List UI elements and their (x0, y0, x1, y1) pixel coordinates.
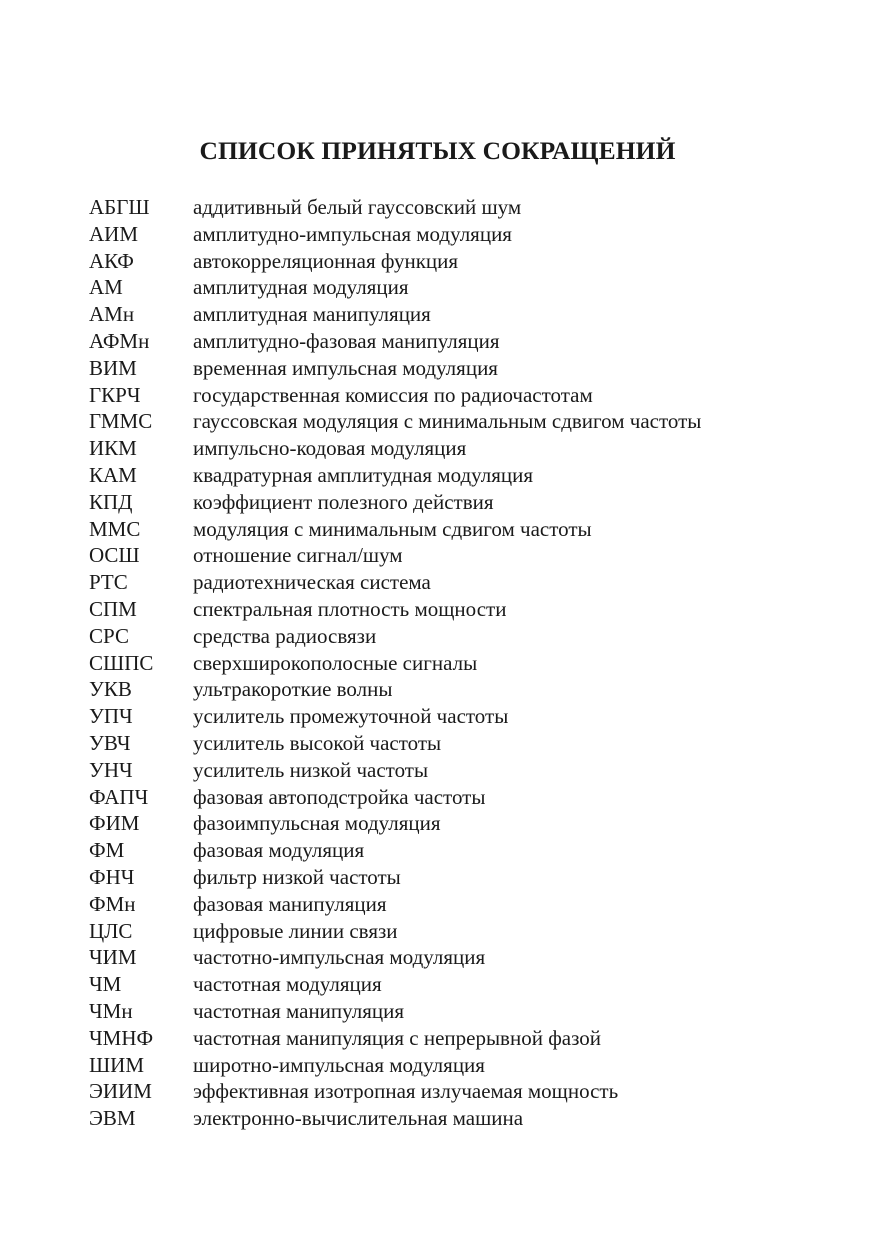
abbreviation-row (89, 301, 789, 328)
abbreviation-row (89, 944, 789, 971)
abbreviation-term: АКФ (89, 248, 134, 273)
abbreviation-term: КПД (89, 489, 133, 514)
abbreviation-row (89, 730, 789, 757)
abbreviation-definition: амплитудно-импульсная модуляция (193, 221, 512, 246)
abbreviation-definition: частотно-импульсная модуляция (193, 945, 486, 970)
abbreviation-definition: частотная манипуляция с непрерывной фазой (193, 1025, 602, 1050)
abbreviation-term: ШИМ (89, 1052, 145, 1077)
abbreviation-row (89, 408, 789, 435)
abbreviation-term: СРС (89, 623, 129, 648)
abbreviation-definition: электронно-вычислительная машина (193, 1106, 524, 1131)
abbreviation-definition: амплитудная модуляция (193, 275, 409, 300)
abbreviation-definition: усилитель высокой частоты (193, 730, 442, 755)
abbreviation-row (89, 516, 789, 543)
abbreviation-row (89, 784, 789, 811)
abbreviation-definition: амплитудная манипуляция (193, 302, 431, 327)
abbreviation-definition: государственная комиссия по радиочастотам (193, 382, 593, 407)
abbreviation-term: ФИМ (89, 811, 140, 836)
abbreviation-term: ИКМ (89, 436, 137, 461)
abbreviation-row (89, 596, 789, 623)
abbreviation-definition: отношение сигнал/шум (193, 543, 403, 568)
abbreviation-definition: сверхширокополосные сигналы (193, 650, 478, 675)
abbreviation-term: АМн (89, 302, 135, 327)
abbreviation-definition: усилитель низкой частоты (193, 757, 429, 782)
abbreviation-row (89, 864, 789, 891)
abbreviation-definition: усилитель промежуточной частоты (193, 704, 509, 729)
abbreviation-row (89, 623, 789, 650)
abbreviation-definition: амплитудно-фазовая манипуляция (193, 328, 500, 353)
abbreviation-definition: импульсно-кодовая модуляция (193, 436, 467, 461)
abbreviation-row (89, 650, 789, 677)
abbreviation-term: ЭВМ (89, 1106, 136, 1131)
abbreviation-term: АБГШ (89, 195, 150, 219)
abbreviation-definition: фазовая автоподстройка частоты (193, 784, 486, 809)
abbreviation-definition: радиотехническая система (193, 570, 431, 595)
page-title: СПИСОК ПРИНЯТЫХ СОКРАЩЕНИЙ (199, 136, 676, 165)
abbreviation-row (89, 891, 789, 918)
abbreviation-term: УПЧ (89, 704, 133, 729)
abbreviation-row (89, 489, 789, 516)
abbreviation-definition: эффективная изотропная излучаемая мощность (193, 1079, 619, 1104)
abbreviation-term: ФАПЧ (89, 784, 149, 809)
abbreviation-row (89, 918, 789, 945)
abbreviation-term: ЧИМ (89, 945, 137, 970)
abbreviation-definition: средства радиосвязи (193, 623, 377, 648)
abbreviation-row (89, 837, 789, 864)
abbreviation-list (89, 194, 789, 1132)
abbreviation-row (89, 1078, 789, 1105)
abbreviation-row (89, 542, 789, 569)
abbreviation-definition: цифровые линии связи (193, 918, 398, 943)
abbreviation-term: ЦЛС (89, 918, 133, 943)
abbreviation-term: КАМ (89, 462, 137, 487)
abbreviation-term: АИМ (89, 221, 139, 246)
abbreviation-row (89, 462, 789, 489)
abbreviation-term: ЧМ (89, 972, 122, 997)
abbreviation-definition: гауссовская модуляция с минимальным сдвигом частоты (193, 409, 702, 434)
abbreviation-term: АМ (89, 275, 123, 300)
abbreviation-row (89, 1025, 789, 1052)
abbreviation-row (89, 1105, 789, 1132)
abbreviation-term: СПМ (89, 596, 137, 621)
abbreviation-row (89, 355, 789, 382)
abbreviation-term: ГММС (89, 409, 153, 434)
abbreviation-row (89, 328, 789, 355)
abbreviation-row (89, 810, 789, 837)
abbreviation-row (89, 971, 789, 998)
abbreviation-row (89, 382, 789, 409)
abbreviation-definition: спектральная плотность мощности (193, 596, 507, 621)
abbreviation-row (89, 703, 789, 730)
abbreviation-term: УВЧ (89, 730, 131, 755)
abbreviation-row (89, 248, 789, 275)
abbreviation-term: УНЧ (89, 757, 133, 782)
abbreviation-term: ЭИИМ (89, 1079, 152, 1104)
abbreviation-definition: частотная модуляция (193, 972, 382, 997)
abbreviation-term: ФНЧ (89, 864, 135, 889)
abbreviation-term: ЧМНФ (89, 1025, 154, 1050)
abbreviation-term: ММС (89, 516, 141, 541)
abbreviation-definition: квадратурная амплитудная модуляция (193, 462, 534, 487)
abbreviation-term: УКВ (89, 677, 132, 702)
abbreviation-row (89, 274, 789, 301)
abbreviation-term: ГКРЧ (89, 382, 141, 407)
abbreviation-row (89, 757, 789, 784)
abbreviation-definition: частотная манипуляция (193, 998, 405, 1023)
abbreviation-row (89, 1052, 789, 1079)
abbreviation-definition: широтно-импульсная модуляция (193, 1052, 485, 1077)
abbreviation-definition: коэффициент полезного действия (193, 489, 494, 514)
abbreviation-row (89, 569, 789, 596)
abbreviation-definition: ультракороткие волны (193, 677, 393, 702)
abbreviation-row (89, 194, 789, 221)
abbreviation-row (89, 998, 789, 1025)
abbreviation-definition: фильтр низкой частоты (193, 864, 401, 889)
abbreviation-term: ФМ (89, 838, 125, 863)
abbreviation-definition: фазоимпульсная модуляция (193, 811, 441, 836)
abbreviation-definition: фазовая манипуляция (193, 891, 387, 916)
abbreviation-definition: аддитивный белый гауссовский шум (193, 195, 522, 219)
abbreviation-definition: фазовая модуляция (193, 838, 365, 863)
abbreviation-definition: автокорреляционная функция (193, 248, 459, 273)
abbreviation-term: ВИМ (89, 355, 137, 380)
abbreviation-term: ФМн (89, 891, 136, 916)
abbreviation-definition: временная импульсная модуляция (193, 355, 498, 380)
abbreviation-term: РТС (89, 570, 128, 595)
abbreviation-term: ЧМн (89, 998, 133, 1023)
abbreviation-row (89, 676, 789, 703)
abbreviation-row (89, 221, 789, 248)
abbreviation-term: ОСШ (89, 543, 140, 568)
abbreviation-definition: модуляция с минимальным сдвигом частоты (193, 516, 592, 541)
abbreviation-term: СШПС (89, 650, 154, 675)
abbreviation-row (89, 435, 789, 462)
abbreviation-term: АФМн (89, 328, 150, 353)
